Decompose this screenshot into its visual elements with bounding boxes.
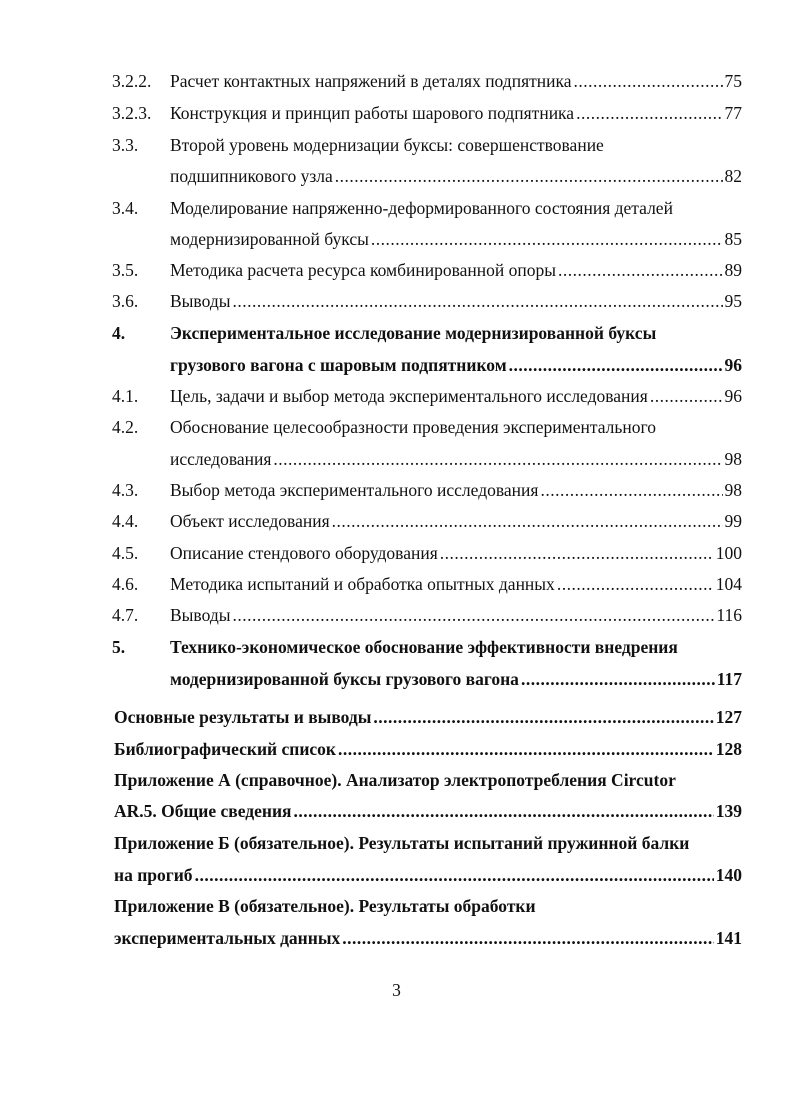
toc-line xyxy=(0,68,742,94)
toc-entry-row xyxy=(170,320,656,346)
toc-entry-title: Библиографический список xyxy=(114,739,337,759)
toc-line xyxy=(0,132,742,158)
toc-line xyxy=(0,736,742,762)
toc-page-number: 85 xyxy=(724,229,742,249)
toc-page-number: 141 xyxy=(715,928,742,948)
toc-line xyxy=(0,893,742,919)
toc-line xyxy=(0,925,742,951)
toc-entry-title: Моделирование напряженно-деформированного состояния деталей xyxy=(170,198,673,218)
dot-leader xyxy=(576,100,722,126)
toc-line xyxy=(0,414,742,440)
toc-entry-title: AR.5. Общие сведения xyxy=(114,801,292,821)
toc-line xyxy=(0,666,742,692)
toc-section-number: 5. xyxy=(112,637,126,657)
toc-entry-title: Цель, задачи и выбор метода экспериментального исследования xyxy=(170,386,648,406)
toc-entry-title: Приложение А (справочное). Анализатор электропотребления Circutor xyxy=(114,770,676,790)
toc-entry-row xyxy=(170,226,742,252)
toc-line xyxy=(0,862,742,888)
toc-entry-row xyxy=(170,508,742,534)
toc-entry-title: подшипникового узла xyxy=(170,166,333,186)
toc-entry-title: исследования xyxy=(170,449,272,469)
toc-section-number: 3.4. xyxy=(112,198,139,218)
toc-entry-row xyxy=(170,132,604,158)
toc-page-number: 95 xyxy=(724,291,742,311)
toc-page-number: 82 xyxy=(724,166,742,186)
toc-section-number: 4.2. xyxy=(112,417,139,437)
dot-leader xyxy=(557,571,714,597)
toc-entry-title: Экспериментальное исследование модернизированной буксы xyxy=(170,323,657,343)
dot-leader xyxy=(338,736,714,762)
dot-leader xyxy=(540,477,722,503)
toc-entry-row xyxy=(114,736,742,762)
toc-line xyxy=(0,226,742,252)
toc-page-number: 89 xyxy=(724,260,742,280)
toc-entry-row xyxy=(114,798,742,824)
toc-page-number: 77 xyxy=(724,103,742,123)
toc-line xyxy=(0,195,742,221)
toc-entry-title: Методика испытаний и обработка опытных данных xyxy=(170,574,555,594)
toc-page-number: 96 xyxy=(724,386,742,406)
toc-entry-title: на прогиб xyxy=(114,865,193,885)
toc-line xyxy=(0,100,742,126)
toc-section-number: 4. xyxy=(112,323,126,343)
dot-leader xyxy=(440,540,714,566)
dot-leader xyxy=(373,704,713,730)
toc-page-number: 140 xyxy=(715,865,742,885)
toc-line xyxy=(0,163,742,189)
toc-entry-title: Методика расчета ресурса комбинированной опоры xyxy=(170,260,557,280)
toc-page-number: 104 xyxy=(715,574,742,594)
toc-page-number: 99 xyxy=(724,511,742,531)
toc-entry-title: модернизированной буксы грузового вагона xyxy=(170,669,519,689)
toc-entry-row xyxy=(114,704,742,730)
toc-entry-title: Обоснование целесообразности проведения экспериментального xyxy=(170,417,656,437)
toc-entry-row xyxy=(114,925,742,951)
toc-page-number: 127 xyxy=(715,707,742,727)
toc-entry-title: Выводы xyxy=(170,291,231,311)
toc-entry-title: Приложение В (обязательное). Результаты обработки xyxy=(114,896,536,916)
toc-entry-title: Второй уровень модернизации буксы: совершенствование xyxy=(170,135,604,155)
toc-entry-title: модернизированной буксы xyxy=(170,229,369,249)
toc-entry-title: Объект исследования xyxy=(170,511,330,531)
dot-leader xyxy=(232,288,722,314)
toc-entry-title: Конструкция и принцип работы шарового подпятника xyxy=(170,103,575,123)
toc-entry-title: Выводы xyxy=(170,605,231,625)
toc-page-number: 96 xyxy=(724,355,742,375)
toc-entry-row xyxy=(114,767,676,793)
dot-leader xyxy=(509,352,723,378)
toc-entry-row xyxy=(170,383,742,409)
toc-entry-title: Технико-экономическое обоснование эффективности внедрения xyxy=(170,637,678,657)
toc-entry-row xyxy=(170,602,742,628)
toc-section-number: 4.4. xyxy=(112,511,139,531)
toc-line xyxy=(0,320,742,346)
toc-line xyxy=(0,540,742,566)
toc-entry-row xyxy=(114,893,536,919)
toc-entry-row xyxy=(114,862,742,888)
toc-entry-title: Основные результаты и выводы xyxy=(114,707,372,727)
toc-line xyxy=(0,571,742,597)
dot-leader xyxy=(332,508,723,534)
toc-section-number: 3.2.2. xyxy=(112,71,152,91)
toc-page-number: 128 xyxy=(715,739,742,759)
toc-line xyxy=(0,634,742,660)
toc-line xyxy=(0,704,742,730)
toc-line xyxy=(0,602,742,628)
toc-section-number: 3.5. xyxy=(112,260,139,280)
toc-entry-row xyxy=(170,414,656,440)
toc-entry-row xyxy=(170,163,742,189)
toc-page-number: 117 xyxy=(716,669,742,689)
toc-line xyxy=(0,352,742,378)
toc-entry-row xyxy=(170,446,742,472)
toc-line xyxy=(0,446,742,472)
dot-leader xyxy=(342,925,713,951)
toc-entry-row xyxy=(170,634,678,660)
toc-entry-row xyxy=(170,288,742,314)
dot-leader xyxy=(294,798,714,824)
toc-entry-row xyxy=(170,540,742,566)
toc-page-number: 100 xyxy=(715,543,742,563)
toc-section-number: 3.3. xyxy=(112,135,139,155)
toc-section-number: 4.5. xyxy=(112,543,139,563)
toc-entry-title: Расчет контактных напряжений в деталях подпятника xyxy=(170,71,572,91)
toc-entry-title: Приложение Б (обязательное). Результаты испытаний пружинной балки xyxy=(114,833,690,853)
dot-leader xyxy=(232,602,714,628)
toc-entry-row xyxy=(170,571,742,597)
toc-section-number: 4.7. xyxy=(112,605,139,625)
toc-page-number: 139 xyxy=(715,801,742,821)
dot-leader xyxy=(335,163,723,189)
toc-page-number: 75 xyxy=(724,71,742,91)
dot-leader xyxy=(574,68,723,94)
dot-leader xyxy=(195,862,714,888)
toc-line xyxy=(0,767,742,793)
page-number: 3 xyxy=(392,980,401,1000)
toc-line xyxy=(0,257,742,283)
toc-page-number: 116 xyxy=(716,605,742,625)
toc-entry-title: грузового вагона с шаровым подпятником xyxy=(170,355,507,375)
toc-section-number: 4.6. xyxy=(112,574,139,594)
toc-line xyxy=(0,477,742,503)
toc-section-number: 3.2.3. xyxy=(112,103,152,123)
toc-entry-row xyxy=(114,830,689,856)
toc-line xyxy=(0,288,742,314)
toc-entry-row xyxy=(170,477,742,503)
toc-line xyxy=(0,383,742,409)
dot-leader xyxy=(273,446,722,472)
toc-entry-row xyxy=(170,100,742,126)
toc-entry-row xyxy=(170,68,742,94)
dot-leader xyxy=(371,226,723,252)
toc-entry-title: Выбор метода экспериментального исследования xyxy=(170,480,539,500)
toc-page-number: 98 xyxy=(724,449,742,469)
toc-entry-title: Описание стендового оборудования xyxy=(170,543,438,563)
toc-entry-row xyxy=(170,352,742,378)
toc-section-number: 4.3. xyxy=(112,480,139,500)
toc-section-number: 4.1. xyxy=(112,386,139,406)
toc-line xyxy=(0,798,742,824)
toc-entry-row xyxy=(170,666,742,692)
toc-section-number: 3.6. xyxy=(112,291,139,311)
toc-entry-title: экспериментальных данных xyxy=(114,928,341,948)
toc-line xyxy=(0,508,742,534)
toc-page-number: 98 xyxy=(724,480,742,500)
dot-leader xyxy=(521,666,715,692)
toc-entry-row xyxy=(170,257,742,283)
dot-leader xyxy=(558,257,722,283)
dot-leader xyxy=(650,383,723,409)
toc-line xyxy=(0,830,742,856)
toc-entry-row xyxy=(170,195,673,221)
